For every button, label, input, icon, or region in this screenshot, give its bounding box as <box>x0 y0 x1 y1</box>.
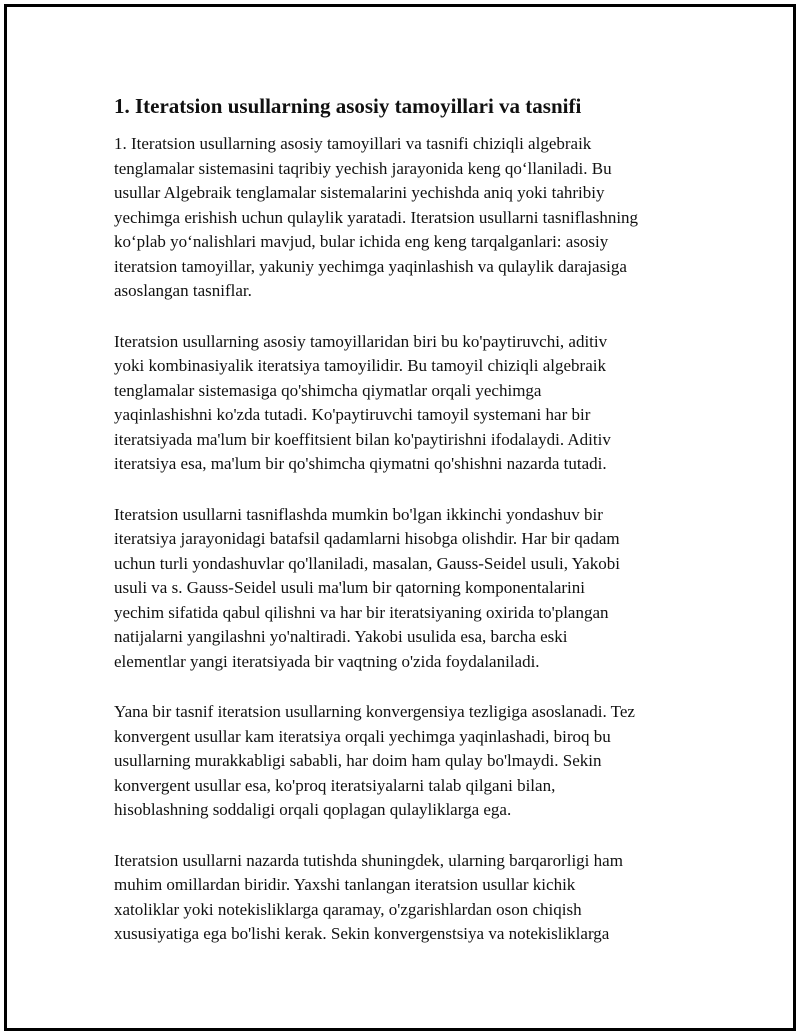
paragraph-4 <box>114 700 694 823</box>
paragraph-3 <box>114 503 694 675</box>
paragraph-line: tenglamalar sistemasiga qo'shimcha qiymatlar orqali yechimga <box>114 380 542 400</box>
paragraph-line: tenglamalar sistemasini taqribiy yechish jarayonida keng qo‘llaniladi. Bu <box>114 158 612 178</box>
paragraph-line: xususiyatiga ega bo'lishi kerak. Sekin konvergenstsiya va notekisliklarga <box>114 924 610 943</box>
paragraph-line: 1. Iteratsion usullarning asosiy tamoyillari va tasnifi chiziqli algebraik <box>114 134 592 153</box>
document-body <box>114 92 694 973</box>
paragraph-line: iteratsion tamoyillar, yakuniy yechimga yaqinlashish va qulaylik darajasiga <box>114 256 627 276</box>
paragraph-line: Iteratsion usullarni nazarda tutishda shuningdek, ularning barqarorligi ham <box>114 850 623 870</box>
paragraph-line: iteratsiyada ma'lum bir koeffitsient bilan ko'paytirishni ifodalaydi. Aditiv <box>114 429 611 449</box>
paragraph-5 <box>114 849 694 947</box>
paragraph-line: xatoliklar yoki notekisliklarga qaramay, o'zgarishlardan oson chiqish <box>114 899 582 919</box>
paragraph-line: elementlar yangi iteratsiyada bir vaqtning o'zida foydalaniladi. <box>114 651 540 671</box>
paragraph-line: yechimga erishish uchun qulaylik yaratadi. Iteratsion usullarni tasniflashning <box>114 207 639 227</box>
paragraph-2 <box>114 330 694 477</box>
paragraph-line: konvergent usullar kam iteratsiya orqali yechimga yaqinlashadi, biroq bu <box>114 726 611 746</box>
paragraph-line: hisoblashning soddaligi orqali qoplagan qulayliklarga ega. <box>114 800 512 819</box>
paragraph-line: natijalarni yangilashni yo'naltiradi. Yakobi usulida esa, barcha eski <box>114 627 568 646</box>
paragraph-line: usullar Algebraik tenglamalar sistemalarini yechishda aniq yoki tahribiy <box>114 183 605 202</box>
paragraph-line: iteratsiya esa, ma'lum bir qo'shimcha qiymatni qo'shishni nazarda tutadi. <box>114 454 607 473</box>
paragraph-line: Iteratsion usullarni tasniflashda mumkin bo'lgan ikkinchi yondashuv bir <box>114 504 603 524</box>
paragraph-line: uchun turli yondashuvlar qo'llaniladi, masalan, Gauss-Seidel usuli, Yakobi <box>114 553 620 573</box>
paragraph-line: usullarning murakkabligi sababli, har doim ham qulay bo'lmaydi. Sekin <box>114 751 602 770</box>
paragraph-line: konvergent usullar esa, ko'proq iteratsiyalarni talab qilgani bilan, <box>114 775 556 795</box>
paragraph-line: Yana bir tasnif iteratsion usullarning konvergensiya tezligiga asoslanadi. Tez <box>114 702 635 721</box>
paragraph-line: yechim sifatida qabul qilishni va har bir iteratsiyaning oxirida to'plangan <box>114 602 609 622</box>
paragraph-line: muhim omillardan biridir. Yaxshi tanlangan iteratsion usullar kichik <box>114 875 576 894</box>
paragraph-line: Iteratsion usullarning asosiy tamoyillaridan biri bu ko'paytiruvchi, aditiv <box>114 331 608 351</box>
paragraph-line: yaqinlashishni ko'zda tutadi. Ko'paytiruvchi tamoyil systemani har bir <box>114 405 591 424</box>
paragraph-line: asoslangan tasniflar. <box>114 281 252 300</box>
document-title: 1. Iteratsion usullarning asosiy tamoyillari va tasnifi <box>114 94 582 118</box>
paragraph-1 <box>114 132 694 304</box>
paragraph-line: usuli va s. Gauss-Seidel usuli ma'lum bir qatorning komponentalarini <box>114 578 585 597</box>
paragraph-line: yoki kombinasiyalik iteratsiya tamoyilidir. Bu tamoyil chiziqli algebraik <box>114 356 606 375</box>
paragraph-line: ko‘plab yo‘nalishlari mavjud, bular ichida eng keng tarqalganlari: asosiy <box>114 232 609 251</box>
paragraph-line: iteratsiya jarayonidagi batafsil qadamlarni hisobga olishdir. Har bir qadam <box>114 529 620 548</box>
